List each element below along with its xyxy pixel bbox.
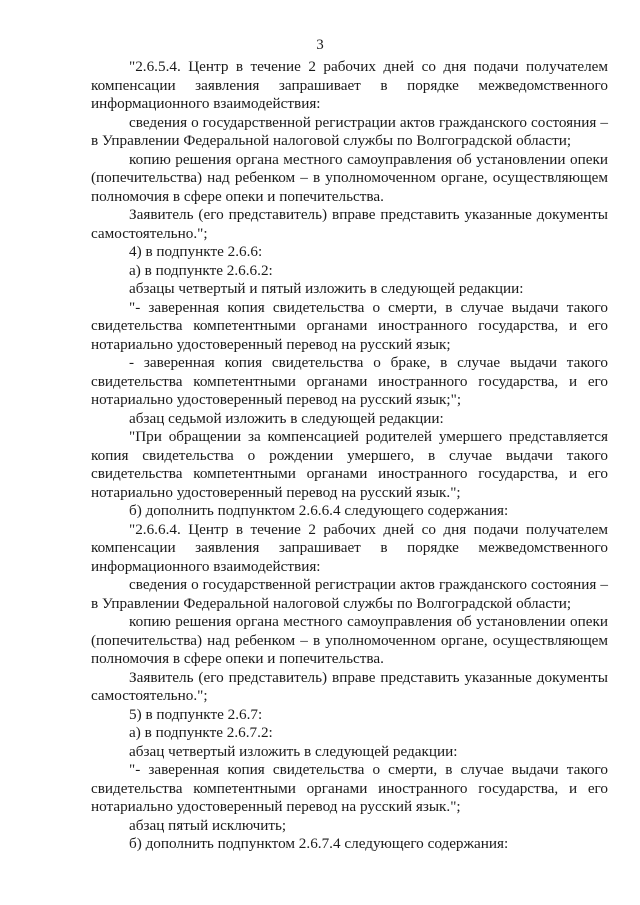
paragraph-birth-certificate: "При обращении за компенсацией родителей умершего представляется копия свидетельства о рождении умершего, в случае выдачи такого свидетельства компетентными органами иностранного государства, и его нотариально удостоверенный перевод на русский язык."; (91, 428, 608, 501)
paragraph-item-5b: б) дополнить подпунктом 2.6.7.4 следующего содержания: (129, 835, 509, 852)
paragraph-applicant-right: Заявитель (его представитель) вправе представить указанные документы самостоятельно."; (91, 206, 608, 242)
paragraph-item-5: 5) в подпункте 2.6.7: (129, 705, 263, 723)
paragraph-guardianship-decision-2: копию решения органа местного самоуправления об установлении опеки (попечительства) над ребенком – в уполномоченном органе, осуществляющем полномочия в сфере опеки и попечительства. (91, 613, 608, 667)
paragraph-civil-registration-info-2: сведения о государственной регистрации актов гражданского состояния – в Управлении Федеральной налоговой службы по Волгоградской области; (91, 576, 608, 612)
paragraph-amend-4-5: абзацы четвертый и пятый изложить в следующей редакции: (129, 280, 524, 297)
paragraph-item-4b: б) дополнить подпунктом 2.6.6.4 следующего содержания: (129, 502, 509, 519)
paragraph-item-4: 4) в подпункте 2.6.6: (129, 243, 263, 260)
paragraph-marriage-certificate: - заверенная копия свидетельства о браке, в случае выдачи такого свидетельства компетентными органами иностранного государства, и его нотариально удостоверенный перевод на русский язык;"; (91, 354, 608, 408)
paragraph-death-certificate: "- заверенная копия свидетельства о смерти, в случае выдачи такого свидетельства компетентными органами иностранного государства, и его нотариально удостоверенный перевод на русский язык; (91, 298, 608, 353)
paragraph-applicant-right-2: Заявитель (его представитель) вправе представить указанные документы самостоятельно."; (91, 668, 608, 704)
paragraph-amend-7: абзац седьмой изложить в следующей редакции: (129, 409, 444, 427)
paragraph-exclude-5: абзац пятый исключить; (129, 816, 287, 834)
paragraph-civil-registration-info: сведения о государственной регистрации актов гражданского состояния – в Управлении Федеральной налоговой службы по Волгоградской области; (91, 113, 608, 149)
paragraph-2-6-5-4-intro: "2.6.5.4. Центр в течение 2 рабочих дней со дня подачи получателем компенсации заявления запрашивает в порядке межведомственного информационного взаимодействия: (91, 58, 608, 112)
page-number: 3 (316, 37, 324, 53)
paragraph-2-6-6-4-intro: "2.6.6.4. Центр в течение 2 рабочих дней со дня подачи получателем компенсации заявления запрашивает в порядке межведомственного информационного взаимодействия: (91, 520, 608, 575)
paragraph-amend-4: абзац четвертый изложить в следующей редакции: (129, 742, 458, 760)
paragraph-death-certificate-2: "- заверенная копия свидетельства о смерти, в случае выдачи такого свидетельства компетентными органами иностранного государства, и его нотариально удостоверенный перевод на русский язык."; (91, 761, 608, 815)
paragraph-guardianship-decision: копию решения органа местного самоуправления об установлении опеки (попечительства) над ребенком – в уполномоченном органе, осуществляющем полномочия в сфере опеки и попечительства. (91, 150, 608, 205)
paragraph-item-5a: а) в подпункте 2.6.7.2: (129, 724, 273, 741)
document-body (91, 58, 608, 854)
paragraph-item-4a: а) в подпункте 2.6.6.2: (129, 261, 273, 279)
